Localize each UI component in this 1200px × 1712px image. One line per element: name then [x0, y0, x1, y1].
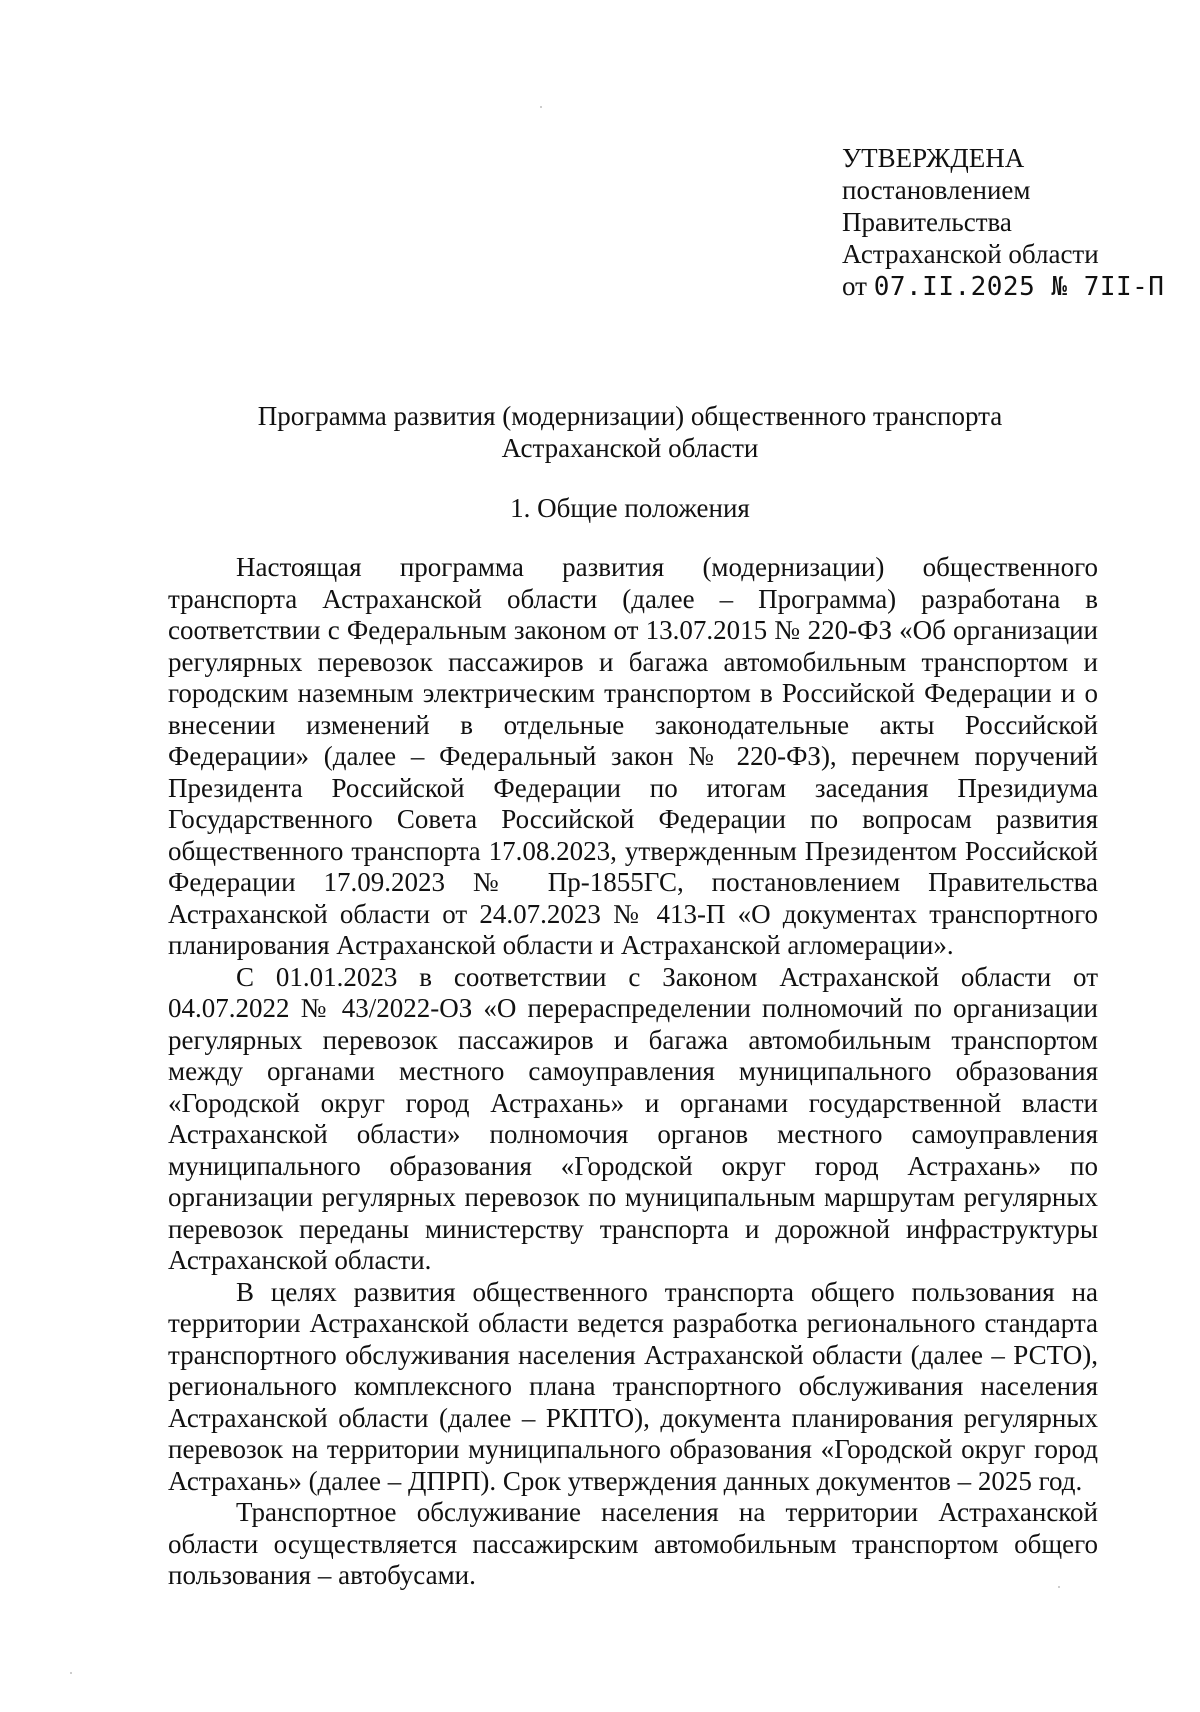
scan-speck	[540, 106, 542, 108]
approval-heading: УТВЕРЖДЕНА	[842, 143, 1025, 173]
section-heading: 1. Общие положения	[510, 493, 750, 523]
scan-speck	[70, 1672, 72, 1674]
approval-line: Правительства	[842, 207, 1012, 237]
approval-line: постановлением	[842, 175, 1031, 205]
approval-line: Астраханской области	[842, 239, 1099, 269]
document-title-line: Астраханской области	[501, 433, 759, 463]
document-title	[160, 400, 1100, 464]
approval-date-prefix: от	[842, 271, 867, 301]
body-paragraph: Настоящая программа развития (модернизации) общественного транспорта Астраханской области (далее – Программа) разработана в соответствии с Федеральным законом от 13.07.2015 № 220-ФЗ «Об организации регулярных перевозок пассажиров и багажа автомобильным транспортом и городским наземным электрическим транспортом в Российской Федерации и о внесении изменений в отдельные законодательные акты Российской Федерации» (далее – Федеральный закон № 220-ФЗ), перечнем поручений Президента Российской Федерации по итогам заседания Президиума Государственного Совета Российской Федерации по вопросам развития общественного транспорта 17.08.2023, утвержденным Президентом Российской Федерации 17.09.2023 № Пр-1855ГС, постановлением Правительства Астраханской области от 24.07.2023 № 413-П «О документах транспортного планирования Астраханской области и Астраханской агломерации».	[168, 552, 1098, 960]
approval-date-number: 07.II.2025 № 7II-П	[873, 272, 1165, 302]
body-paragraph: В целях развития общественного транспорта общего пользования на территории Астраханской области ведется разработка регионального стандарта транспортного обслуживания населения Астраханской области (далее – РСТО), регионального комплексного плана транспортного обслуживания населения Астраханской области (далее – РКПТО), документа планирования регулярных перевозок на территории муниципального образования «Городской округ город Астрахань» (далее – ДПРП). Срок утверждения данных документов – 2025 год.	[168, 1276, 1098, 1496]
approval-block	[842, 142, 1182, 303]
body-paragraph: С 01.01.2023 в соответствии с Законом Астраханской области от 04.07.2022 № 43/2022-ОЗ «О перераспределении полномочий по организации регулярных перевозок пассажиров и багажа автомобильным транспортом между органами местного самоуправления муниципального образования «Городской округ город Астрахань» и органами государственной власти Астраханской области» полномочия органов местного самоуправления муниципального образования «Городской округ город Астрахань» по организации регулярных перевозок по муниципальным маршрутам регулярных перевозок переданы министерству транспорта и дорожной инфраструктуры Астраханской области.	[168, 961, 1098, 1275]
document-title-line: Программа развития (модернизации) общественного транспорта	[257, 401, 1003, 431]
body-paragraph: Транспортное обслуживание населения на территории Астраханской области осуществляется пассажирским автомобильным транспортом общего пользования – автобусами.	[168, 1497, 1098, 1590]
approval-date-line	[842, 270, 1182, 303]
scan-speck	[1058, 1586, 1060, 1588]
document-body	[168, 552, 1098, 1592]
